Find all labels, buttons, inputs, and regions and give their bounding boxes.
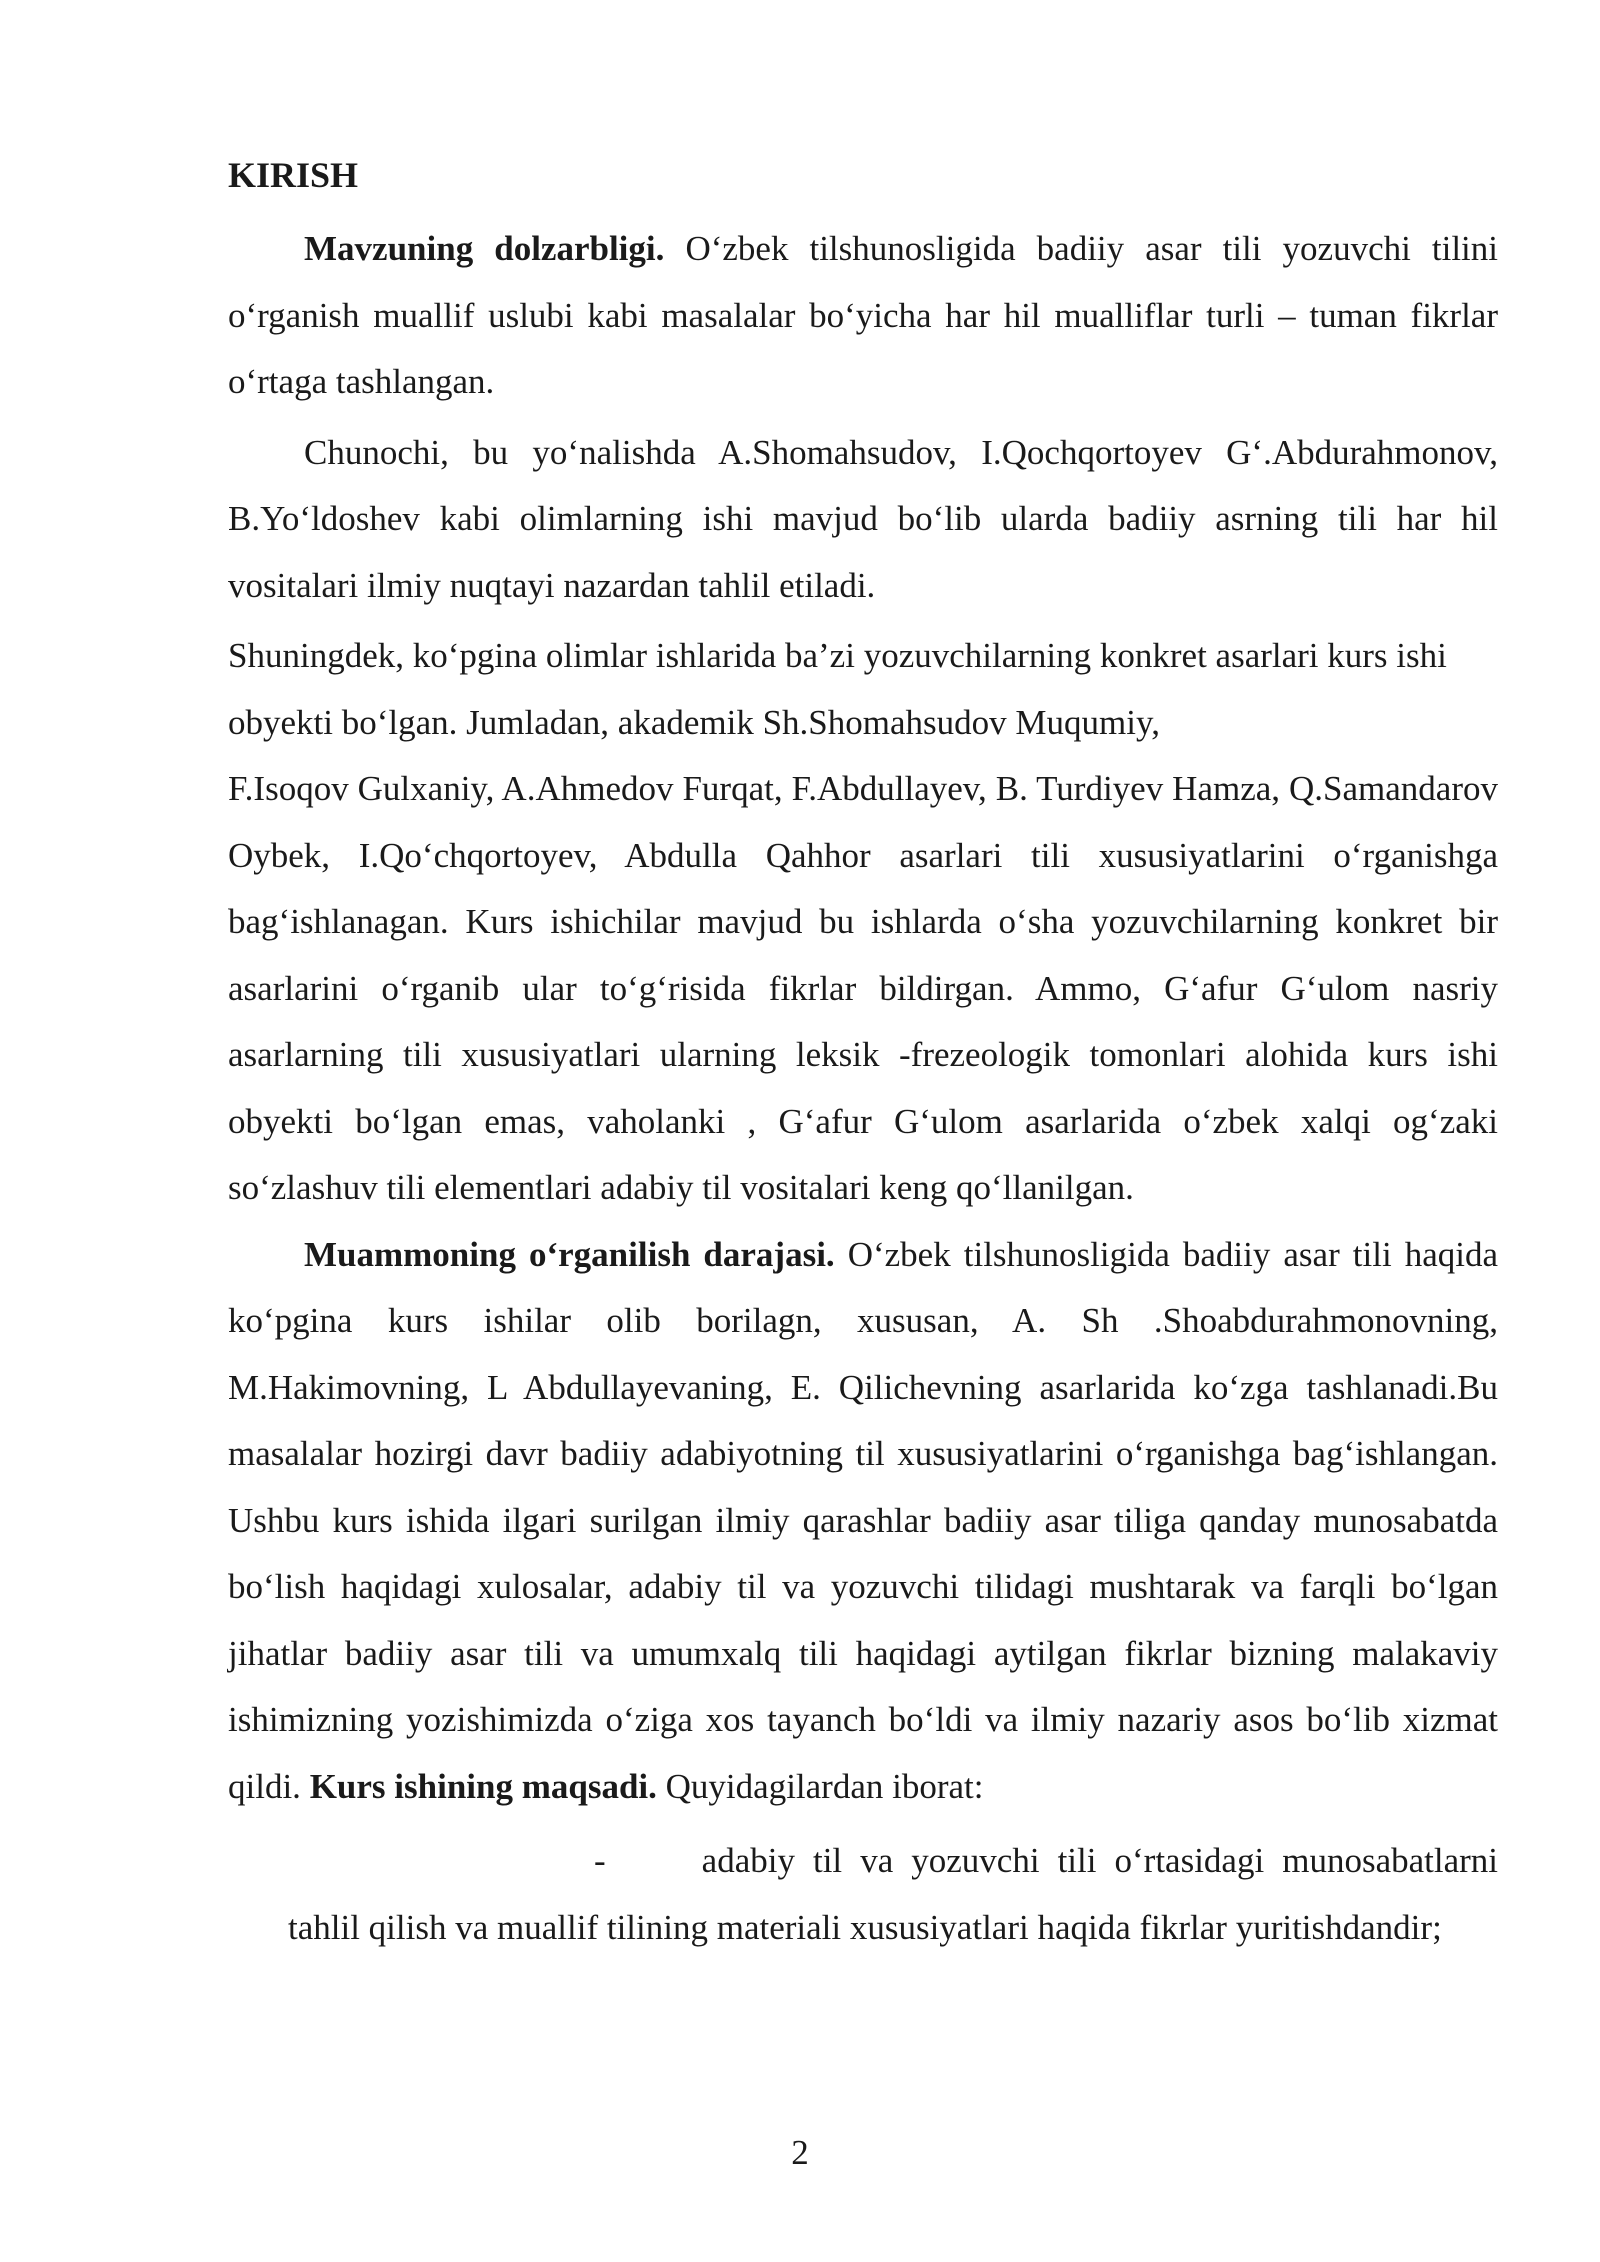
paragraph-text-study-level: O‘zbek tilshunosligida badiiy asar tili haqida ko‘pgina kurs ishilar olib borilagn, xususan, A. Sh .Shoabdurahmonovning, M.Hakimovning, L Abdullayevaning, E. Qilichevning asarlarida ko‘zga tashlanadi.Bu masalalar hozirgi davr badiiy adabiyotning til xususiyatlarini o‘rganishga bag‘ishlangan. Ushbu kurs ishida ilgari surilgan ilmiy qarashlar badiiy asar tiliga qanday munosabatda bo‘lish haqidagi xulosalar, adabiy til va yozuvchi tilidagi mushtarak va farqli bo‘lgan jihatlar badiiy asar tili va umumxalq tili haqidagi aytilgan fikrlar bizning malakaviy ishimizning yozishimizda o‘ziga xos tayanch bo‘ldi va ilmiy nazariy asos bo‘lib xizmat qildi. (228, 1234, 1498, 1806)
paragraph-lead-goal: Kurs ishining maqsadi. (309, 1766, 657, 1806)
paragraph-lead-study-level: Muammoning o‘rganilish darajasi. (304, 1234, 835, 1274)
list-marker: - (594, 1841, 606, 1880)
document-page (228, 150, 1498, 1961)
paragraph-text-relevance: O‘zbek tilshunosligida badiiy asar tili yozuvchi tilini o‘rganish muallif uslubi kabi masalalar bo‘yicha har hil mualliflar turli – tuman fikrlar o‘rtaga tashlangan. (228, 229, 1498, 401)
paragraph-relevance (228, 216, 1498, 416)
list-item (288, 1828, 1498, 1961)
paragraph-authors: F.Isoqov Gulxaniy, A.Ahmedov Furqat, F.Abdullayev, B. Turdiyev Hamza, Q.Samandarov Oybek, I.Qo‘chqortoyev, Abdulla Qahhor asarlari tili xususiyatlarini o‘rganishga bag‘ishlanagan. Kurs ishichilar mavjud bu ishlarda o‘sha yozuvchilarning konkret bir asarlarini o‘rganib ular to‘g‘risida fikrlar bildirgan. Ammo, G‘afur G‘ulom nasriy asarlarning tili xususiyatlari ularning leksik -frezeologik tomonlari alohida kurs ishi obyekti bo‘lgan emas, vaholanki , G‘afur G‘ulom asarlarida o‘zbek xalqi og‘zaki so‘zlashuv tili elementlari adabiy til vositalari keng qo‘llanilgan. (228, 769, 1498, 1207)
page-number: 2 (791, 2133, 809, 2172)
section-heading: KIRISH (228, 155, 359, 195)
list-item-text: adabiy til va yozuvchi tili o‘rtasidagi munosabatlarni tahlil qilish va muallif tilining materiali xususiyatlari haqida fikrlar yuritishdandir; (288, 1841, 1498, 1947)
paragraph-study-level (228, 1222, 1498, 1821)
paragraph-scholars: Chunochi, bu yo‘nalishda A.Shomahsudov, I.Qochqortoyev G‘.Abdurahmonov, B.Yo‘ldoshev kabi olimlarning ishi mavjud bo‘lib ularda badiiy asrning tili har hil vositalari ilmiy nuqtayi nazardan tahlil etiladi. (228, 432, 1498, 605)
paragraph-lead-relevance: Mavzuning dolzarbligi. (304, 229, 665, 268)
paragraph-works: Shuningdek, ko‘pgina olimlar ishlarida ba’zi yozuvchilarning konkret asarlari kurs ishi obyekti bo‘lgan. Jumladan, akademik Sh.Shomahsudov Muqumiy, (228, 636, 1447, 742)
paragraph-text-goal: Quyidagilardan iborat: (656, 1766, 984, 1806)
